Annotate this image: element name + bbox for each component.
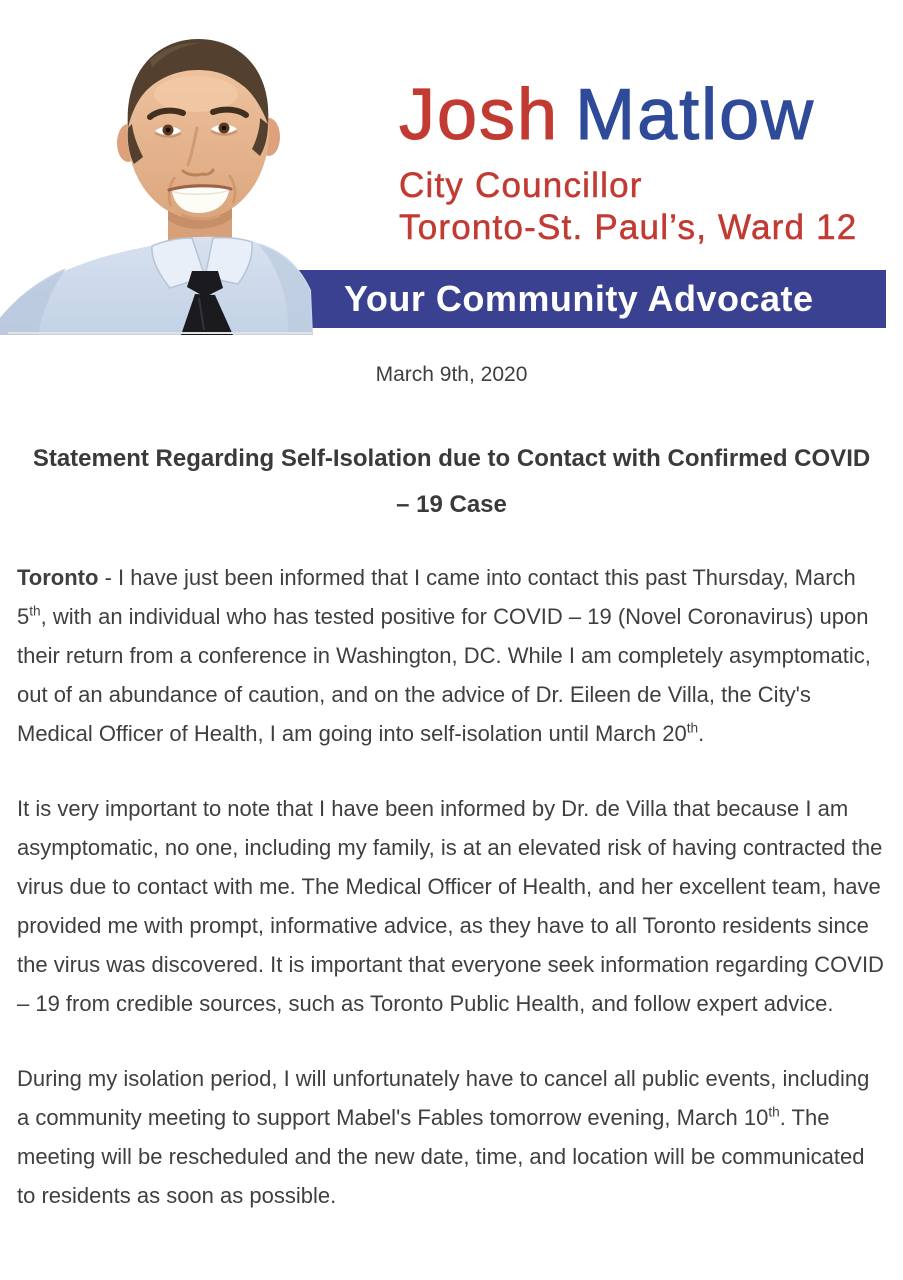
- paragraph: Toronto - I have just been informed that I came into contact this past Thursday, March 5th, with an individual who has tested positive for COVID – 19 (Novel Coronavirus) upon their return from a conference in Washington, DC. While I am completely asymptomatic, out of an abundance of caution, and on the advice of Dr. Eileen de Villa, the City's Medical Officer of Health, I am going into self-isolation until March 20th.: [17, 565, 871, 746]
- councillor-name: [399, 75, 857, 155]
- councillor-ward: Toronto-St. Paul’s, Ward 12: [399, 208, 858, 247]
- councillor-first-name: Josh: [399, 75, 560, 155]
- article-paragraphs: [17, 558, 886, 1215]
- statement-body: [0, 361, 903, 1215]
- councillor-last-name: Matlow: [575, 75, 816, 155]
- community-advocate-banner: Your Community Advocate: [296, 270, 886, 328]
- councillor-title: City Councillor: [399, 166, 643, 205]
- paragraph: It is very important to note that I have been informed by Dr. de Villa that because I am asymptomatic, no one, including my family, is at an elevated risk of having contracted the virus due to contact with me. The Medical Officer of Health, and her excellent team, have provided me with prompt, informative advice, as they have to all Toronto residents since the virus was discovered. It is important that everyone seek information regarding COVID – 19 from credible sources, such as Toronto Public Health, and follow expert advice.: [17, 796, 884, 1016]
- newsletter-header: [0, 0, 903, 335]
- statement-heading-line1: Statement Regarding Self-Isolation due to Contact with Confirmed COVID: [32, 445, 871, 472]
- councillor-name-block: [399, 75, 858, 249]
- portrait-photo: [0, 30, 320, 335]
- date-line: March 9th, 2020: [375, 363, 528, 386]
- statement-heading: [17, 436, 886, 528]
- paragraph: During my isolation period, I will unfortunately have to cancel all public events, including a community meeting to support Mabel's Fables tomorrow evening, March 10th. The meeting will be rescheduled and the new date, time, and location will be communicated to residents as soon as possible.: [17, 1066, 870, 1208]
- statement-heading-line2: – 19 Case: [396, 491, 507, 518]
